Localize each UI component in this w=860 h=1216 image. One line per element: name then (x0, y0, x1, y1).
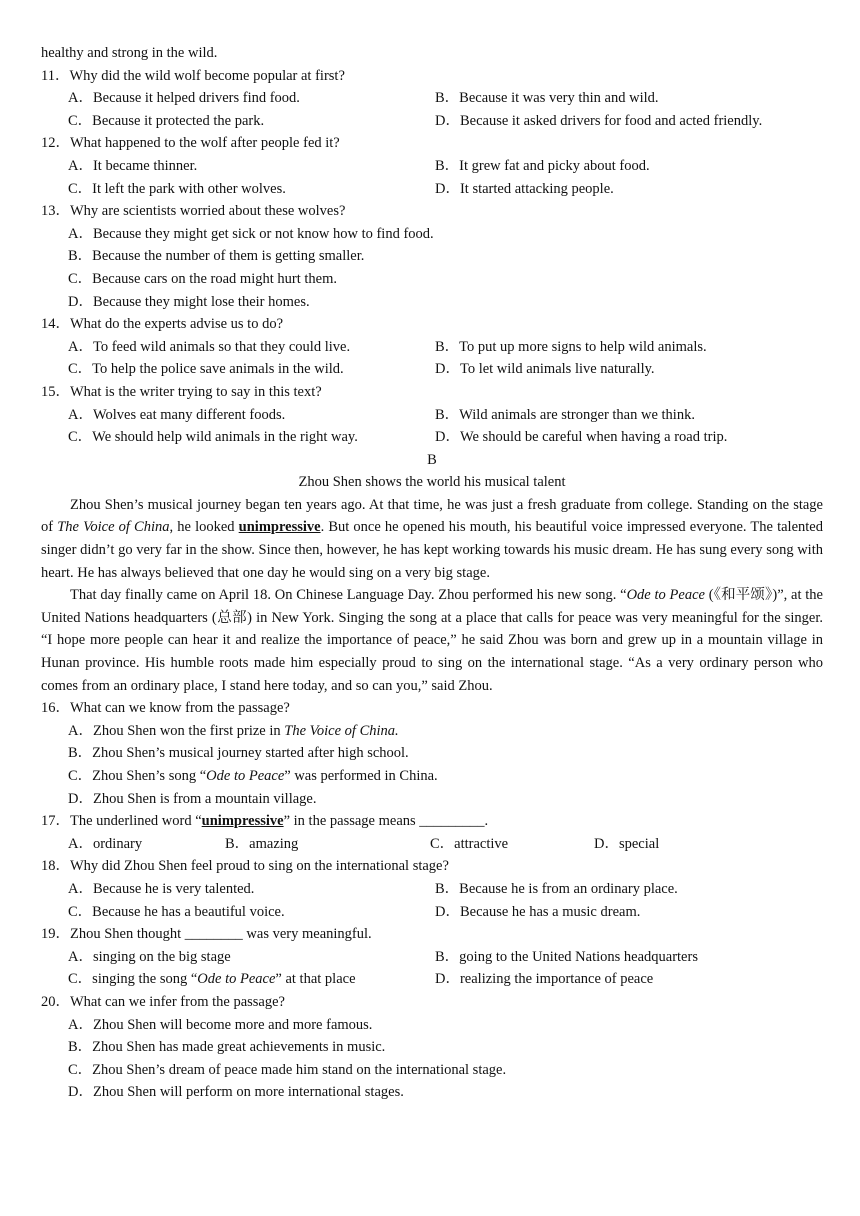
question-14-options-cd (41, 358, 823, 381)
question-19-options-ab (41, 946, 823, 969)
q11-option-b: B．Because it was very thin and wild. (435, 90, 659, 107)
question-14-stem: 14．What do the experts advise us to do? (41, 316, 284, 333)
q17-stem-post: ” in the passage means _________. (283, 813, 489, 830)
q17-underlined-word: unimpressive (201, 813, 284, 830)
q19-option-d: D．realizing the importance of peace (435, 971, 654, 988)
question-12-options-cd (41, 178, 823, 201)
intro-tail: healthy and strong in the wild. (41, 45, 218, 61)
q13-option-b: B．Because the number of them is getting smaller. (68, 248, 365, 265)
passage-title: Zhou Shen shows the world his musical talent (298, 474, 566, 491)
question-17-stem (41, 810, 823, 833)
question-16-stem: 16．What can we know from the passage? (41, 700, 290, 717)
q15-option-d: D．We should be careful when having a road trip. (435, 429, 728, 446)
q16-option-c-post: ” was performed in China. (284, 768, 438, 784)
question-12-stem: 12．What happened to the wolf after people fed it? (41, 135, 340, 152)
q14-option-c: C．To help the police save animals in the wild. (68, 361, 344, 378)
q20-option-a: A．Zhou Shen will become more and more famous. (68, 1016, 373, 1033)
q12-option-a: A．It became thinner. (68, 157, 198, 174)
q13-option-d: D．Because they might lose their homes. (68, 293, 310, 310)
q18-option-d: D．Because he has a music dream. (435, 903, 641, 920)
q19-option-c-italic: Ode to Peace (197, 971, 276, 988)
q20-option-c: C．Zhou Shen’s dream of peace made him stand on the international stage. (68, 1061, 507, 1078)
q18-option-c: C．Because he has a beautiful voice. (68, 903, 285, 920)
q16-option-c-pre: C．Zhou Shen’s song “ (68, 768, 207, 784)
q14-option-a: A．To feed wild animals so that they could live. (68, 338, 351, 355)
q19-option-c (68, 968, 435, 991)
q18-option-b: B．Because he is from an ordinary place. (435, 880, 678, 897)
p1-show-title: The Voice of China (57, 519, 170, 536)
q11-option-d: D．Because it asked drivers for food and acted friendly. (435, 112, 763, 129)
question-11-stem: 11．Why did the wild wolf become popular at first? (41, 67, 345, 84)
q11-option-c: C．Because it protected the park. (68, 112, 265, 129)
question-11-options-cd (41, 110, 823, 133)
q14-option-b: B．To put up more signs to help wild animals. (435, 338, 707, 355)
q17-option-b: B．amazing (225, 835, 299, 852)
q16-option-c-italic: Ode to Peace (206, 768, 285, 784)
question-11-options-ab (41, 87, 823, 110)
p1-text-b: , he looked (169, 519, 239, 536)
q16-option-a-text: A．Zhou Shen won the first prize in (68, 722, 285, 739)
q18-option-a: A．Because he is very talented. (68, 880, 255, 897)
question-14-options-ab (41, 336, 823, 359)
q19-option-c-post: ” at that place (275, 971, 356, 988)
question-19-stem: 19．Zhou Shen thought ________ was very meaningful. (41, 926, 372, 943)
p1-text-a: Zhou Shen’s musical journey began ten years ago. At that time, he was just a fresh graduate from college. Standing on the stage of (41, 496, 823, 536)
q11-option-a: A．Because it helped drivers find food. (68, 90, 300, 107)
q13-option-c: C．Because cars on the road might hurt them. (68, 270, 337, 287)
q17-stem-pre: 17．The underlined word “ (41, 813, 202, 830)
q17-option-c: C．attractive (430, 835, 509, 852)
q15-option-c: C．We should help wild animals in the right way. (68, 429, 358, 446)
question-12-options-ab (41, 155, 823, 178)
q15-option-b: B．Wild animals are stronger than we think. (435, 406, 695, 423)
question-15-options-ab (41, 404, 823, 427)
q19-option-a: A．singing on the big stage (68, 948, 231, 965)
q15-option-a: A．Wolves eat many different foods. (68, 406, 286, 423)
q16-option-a-italic: The Voice of China. (284, 722, 399, 739)
q14-option-d: D．To let wild animals live naturally. (435, 361, 655, 378)
q12-option-d: D．It started attacking people. (435, 180, 614, 197)
p2-song-title: Ode to Peace (626, 587, 705, 604)
section-letter: B (427, 451, 437, 468)
question-17-options (41, 833, 823, 856)
q12-option-c: C．It left the park with other wolves. (68, 180, 286, 197)
question-13-stem: 13．Why are scientists worried about these wolves? (41, 203, 346, 220)
passage-paragraph-2 (41, 584, 823, 697)
underlined-word: unimpressive (238, 519, 321, 536)
p2-text-b: (《和平颂》)”, at the United Nations headquarters (总部) in New York. Singing the song at a place that calls for peace was very meaningful for the singer. “I hope more people can hear it and realize the importance of peace,” he said Zhou was born and grew up in a mountain village in Hunan province. His humble roots made him especially proud to sing on the international stage. “As a very ordinary person who comes from an ordinary place, I stand here today, and so can you,” said Zhou. (41, 587, 823, 694)
question-18-options-ab (41, 878, 823, 901)
question-15-options-cd (41, 426, 823, 449)
q17-option-a: A．ordinary (68, 835, 143, 852)
passage-paragraph-1 (41, 494, 823, 584)
question-20-stem: 20．What can we infer from the passage? (41, 993, 285, 1010)
exam-page (41, 42, 823, 1104)
question-15-stem: 15．What is the writer trying to say in this text? (41, 383, 322, 400)
q19-option-c-pre: C．singing the song “ (68, 971, 198, 988)
q17-option-d: D．special (594, 835, 660, 852)
question-18-options-cd (41, 901, 823, 924)
q16-option-c (41, 765, 823, 788)
q20-option-b: B．Zhou Shen has made great achievements in music. (68, 1039, 386, 1056)
question-18-stem: 18．Why did Zhou Shen feel proud to sing on the international stage? (41, 858, 449, 875)
q13-option-a: A．Because they might get sick or not know how to find food. (68, 225, 434, 242)
question-19-options-cd (41, 968, 823, 991)
p1-text-c: . But once he opened his mouth, his beautiful voice impressed everyone. The talented singer didn’t go very far in the show. Since then, however, he has kept working towards his music dream. He has sung every song with heart. He has always believed that one day he would sing on a very big stage. (41, 519, 823, 581)
q12-option-b: B．It grew fat and picky about food. (435, 157, 650, 174)
q16-option-d: D．Zhou Shen is from a mountain village. (68, 790, 317, 807)
q16-option-a (41, 720, 823, 743)
q16-option-b: B．Zhou Shen’s musical journey started after high school. (68, 745, 409, 762)
q19-option-b: B．going to the United Nations headquarters (435, 948, 698, 965)
p2-text-a: That day finally came on April 18. On Chinese Language Day. Zhou performed his new song. “ (70, 587, 627, 604)
q20-option-d: D．Zhou Shen will perform on more international stages. (68, 1084, 404, 1101)
